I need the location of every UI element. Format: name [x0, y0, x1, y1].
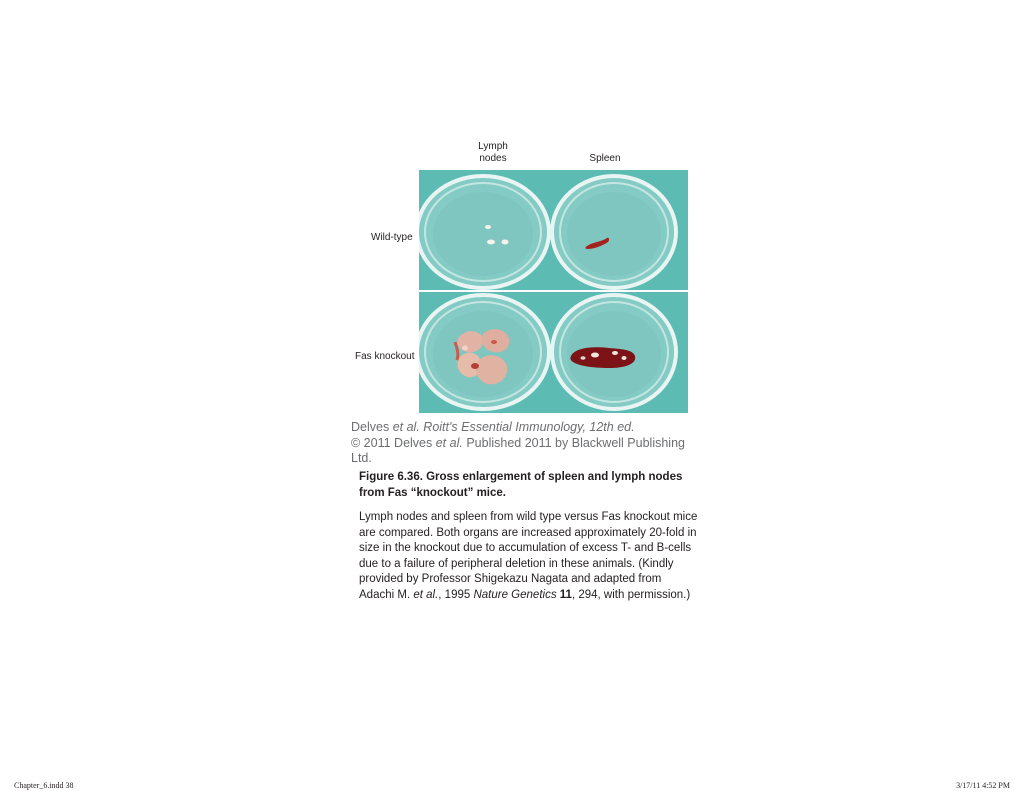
row-label-fas-knockout: Fas knockout [355, 351, 415, 362]
caption-body-part2: , 1995 [438, 588, 471, 601]
credit-book-title: Roitt's Essential Immunology, 12th ed. [423, 420, 635, 434]
caption-body-part1: Lymph nodes and spleen from wild type versus Fas knockout mice are compared. Both organs are increased approximately 20-fold in size in the knockout due to accumulation of excess T- and B-cells due to a failure of peripheral deletion in these animals. (Kindly provided by Professor Shigekazu Nagata and adapted from Adachi M. [359, 511, 698, 601]
caption-et-al: et al. [413, 588, 439, 601]
caption-body-part3: , 294, with permission.) [571, 588, 691, 601]
column-label-lymph-nodes [470, 141, 516, 165]
lymph-dish-fas-knockout [419, 295, 549, 409]
book-credit [351, 420, 691, 467]
credit-copyright-start: © 2011 Delves [351, 435, 433, 450]
lymph-label-line2: nodes [479, 153, 507, 164]
fas-knockout-photo [419, 292, 688, 413]
figure-caption-title: Figure 6.36. Gross enlargement of spleen and lymph nodes from Fas “knockout” mice. [359, 471, 683, 499]
credit-copyright-end: Published 2011 by Blackwell Publishing Ltd. [351, 435, 685, 465]
caption-journal: Nature Genetics [473, 588, 557, 601]
caption-volume: 11 [559, 588, 572, 601]
footer-timestamp: 3/17/11 4:52 PM [956, 781, 1010, 790]
lymph-label-line1: Lymph [478, 141, 508, 152]
column-label-spleen: Spleen [589, 153, 621, 164]
credit-author: Delves [351, 420, 390, 434]
wild-type-photo [419, 170, 688, 290]
figure-caption-body [359, 510, 699, 603]
credit-et-al-2: et al. [435, 435, 463, 450]
footer-filename: Chapter_6.indd 38 [14, 781, 74, 790]
spleen-fas-knockout [570, 347, 635, 368]
credit-et-al: et al. [392, 420, 420, 434]
row-label-wild-type: Wild-type [371, 232, 413, 243]
spleen-dish-wild-type [552, 176, 676, 288]
lymph-dish-wild-type [419, 176, 549, 288]
